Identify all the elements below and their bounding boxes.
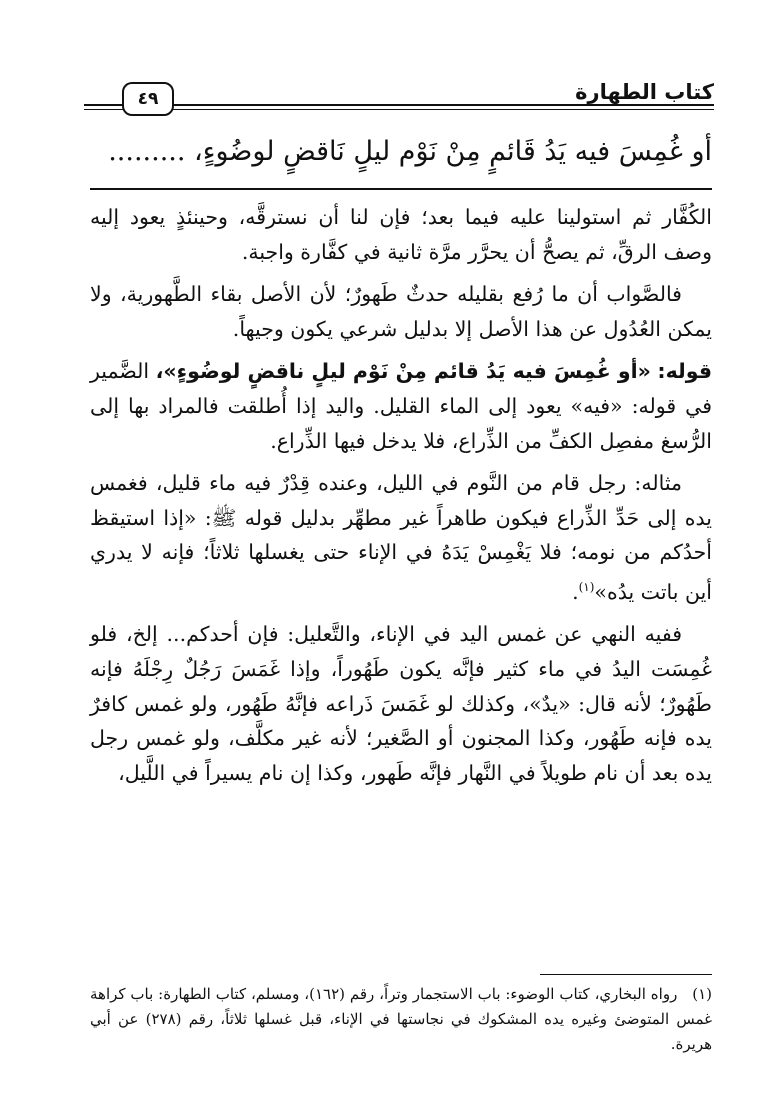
book-title: كتاب الطهارة — [575, 80, 714, 104]
footnote-divider — [540, 974, 712, 975]
qawluhu-label: قوله: — [657, 359, 712, 384]
qawluhu-quote: «أو غُمِسَ فيه يَدُ قائم مِنْ نَوْم ليلٍ ناقضٍ لوضُوءٍ»، — [155, 359, 651, 384]
footnote — [90, 982, 712, 1057]
mithal-paragraph: مثاله: رجل قام من النَّوم في الليل، وعنده قِدْرٌ فيه ماء قليل، فغمس يده إلى حَدِّ الذِّراع فيكون طاهراً غير مطهِّر بدليل قوله ﷺ: «إذا استيقظ أحدُكم من نومه؛ فلا يَغْمِسْ يَدَهُ في الإناء حتى يغسلها ثلاثاً؛ فإنه لا يدري أين باتت يدُه»$^{(١)}$. — [90, 471, 712, 604]
footnote-text: رواه البخاري، كتاب الوضوء: باب الاستجمار وتراً، رقم (١٦٢)، ومسلم، كتاب الطهارة: باب كراهة غمس المتوضئ وغيره يده المشكوك في نجاستها في الإناء، قبل غسلها ثلاثاً، رقم (٢٧٨) عن أبي هريرة. — [90, 985, 712, 1053]
matn-divider — [90, 188, 712, 190]
header-rule — [84, 104, 714, 106]
qawluhu-text: الضَّمير في قوله: «فيه» يعود إلى الماء القليل. واليد إذا أُطلقت فالمراد بها إلى الرُّسغ مفصِل الكفِّ من الذِّراع، فلا يدخل فيها الذِّراع. — [90, 359, 712, 453]
commentary-body — [90, 200, 712, 798]
footnote-reference[interactable]: (١) — [578, 579, 595, 594]
paragraph: ففيه النهي عن غمس اليد في الإناء، والتَّعليل: فإن أحدكم... إلخ، فلو غُمِسَت اليدُ في ماء كثير فإنَّه يكون طَهُوراً، وإذا غَمَسَ رَجُلٌ رِجْلَهُ فإنه طَهُورٌ؛ لأنه قال: «يدٌ»، وكذلك لو غَمَسَ ذَراعه فإنَّهُ طَهُور، ولو غمس كافرٌ يده فإنه طَهُور، وكذا المجنون أو الصَّغير؛ لأنه غير مكلَّف، ولو غمس رجل يده بعد أن نام طويلاً في النَّهار فإنَّه طَهور، وكذا إن نام يسيراً في اللَّيل، — [90, 622, 712, 785]
paragraph: فالصَّواب أن ما رُفع بقليله حدثٌ طَهورٌ؛ لأن الأصل بقاء الطَّهورية، ولا يمكن العُدُول عن هذا الأصل إلا بدليل شرعي يكون وجيهاً. — [90, 282, 712, 341]
paragraph: الكُفَّار ثم استولينا عليه فيما بعد؛ فإن لنا أن نسترقَّه، وحينئذٍ يعود إليه وصف الرقِّ، ثم يصحُّ أن يحرَّر مرَّة ثانية في كفَّارة واجبة. — [90, 205, 712, 264]
running-header — [84, 78, 714, 120]
footnote-marker: (١) — [692, 985, 712, 1003]
footnotes — [90, 982, 712, 1057]
mithal-text: مثاله: رجل قام من النَّوم في الليل، وعنده قِدْرٌ فيه ماء قليل، فغمس يده إلى حَدِّ الذِّراع فيكون طاهراً غير مطهِّر بدليل قوله ﷺ: «إذا استيقظ أحدُكم من نومه؛ فلا يَغْمِسْ يَدَهُ في الإناء حتى يغسلها ثلاثاً؛ فإنه لا يدري أين باتت يدُه» — [90, 471, 712, 604]
matn-text: أو غُمِسَ فيه يَدُ قَائمٍ مِنْ نَوْم ليلٍ نَاقضٍ لوضُوءٍ، ......... — [108, 136, 712, 167]
page-number: ٤٩ — [122, 82, 174, 116]
header-rule-thin — [84, 109, 714, 110]
qawluhu-paragraph — [90, 354, 712, 458]
